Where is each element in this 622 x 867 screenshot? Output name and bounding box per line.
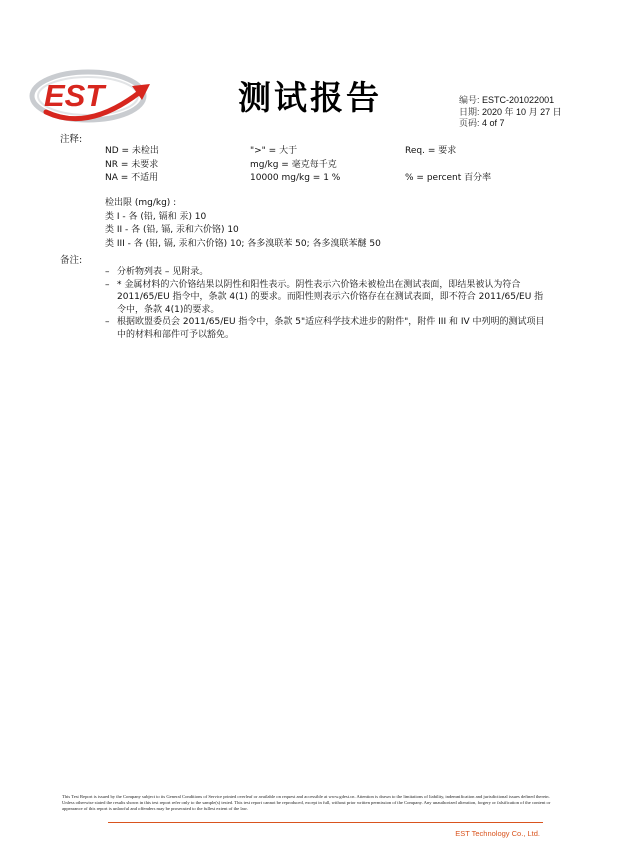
company-name: EST Technology Co., Ltd. bbox=[455, 829, 540, 838]
legal-disclaimer: This Test Report is issued by the Company subject to its General Conditions of Service printed overleaf or available on request and accessible at www.gdest.cn. Attention is drawn to the limitations of liability, indemnification and jurisdictional issues defined therein. Unless otherwise stated the results shown in this test report refer only to the sample(s) tested. This test report cannot be reproduced, except in full, without prior written permission of the Company. Any unauthorized alteration, forgery or falsification of the content or appearance of this report is unlawful and offenders may be prosecuted to the fullest extent of the law. bbox=[62, 794, 551, 811]
dash-icon: – bbox=[105, 267, 110, 277]
remark-item: – 根据欧盟委员会 2011/65/EU 指令中，条款 5"适应科学技术进步的附件"，附件 III 和 IV 中列明的测试项目中的材料和部件可予以豁免。 bbox=[105, 317, 545, 340]
remarks-label: 备注: bbox=[60, 255, 83, 266]
notes-label: 注释: bbox=[60, 134, 83, 145]
note-cell: NA = 不适用 bbox=[105, 173, 159, 183]
document-title: 测试报告 bbox=[238, 78, 382, 117]
report-meta bbox=[459, 95, 562, 130]
limit-line: 类 III - 各 (铅, 镉, 汞和六价铬) 10; 各多溴联苯 50; 各多溴联苯醚 50 bbox=[105, 238, 381, 249]
page-label: 页码: bbox=[459, 118, 480, 128]
report-no-label: 编号: bbox=[459, 95, 480, 105]
remark-item: – * 金属材料的六价铬结果以阴性和阳性表示。阴性表示六价铬未被检出在测试表面，即结果被认为符合 2011/65/EU 指令中，条款 4(1) 的要求。而阳性则表示六价铬存在在测试表面，即不符合 2011/65/EU 指令中，条款 4(1)的要求。 bbox=[105, 279, 544, 315]
dash-icon: – bbox=[105, 317, 110, 328]
remarks-list bbox=[105, 266, 545, 342]
detection-limits bbox=[105, 197, 381, 251]
dash-icon: – bbox=[105, 279, 110, 290]
page-number: 4 of 7 bbox=[482, 118, 505, 128]
logo-text: EST bbox=[44, 78, 105, 113]
note-cell: 10000 mg/kg = 1 % bbox=[250, 173, 341, 183]
note-cell: ">" = 大于 bbox=[250, 146, 298, 156]
limit-line: 类 I - 各 (铅, 镉和 汞) 10 bbox=[105, 211, 207, 222]
est-logo bbox=[28, 60, 154, 130]
report-date: 2020 年 10 月 27 日 bbox=[482, 106, 562, 117]
limits-title: 检出限 (mg/kg) : bbox=[105, 198, 177, 208]
footer-divider bbox=[108, 822, 543, 823]
note-cell: % = percent 百分率 bbox=[405, 173, 492, 183]
report-no: ESTC-201022001 bbox=[482, 95, 555, 105]
date-label: 日期: bbox=[459, 106, 480, 117]
note-cell: ND = 未检出 bbox=[105, 146, 159, 156]
remark-item: – 分析物列表 – 见附录。 bbox=[105, 267, 209, 277]
limit-line: 类 II - 各 (铅, 镉, 汞和六价铬) 10 bbox=[105, 225, 239, 235]
note-cell: NR = 未要求 bbox=[105, 159, 159, 170]
note-cell: mg/kg = 毫克每千克 bbox=[250, 159, 337, 170]
note-cell: Req. = 要求 bbox=[405, 146, 457, 156]
